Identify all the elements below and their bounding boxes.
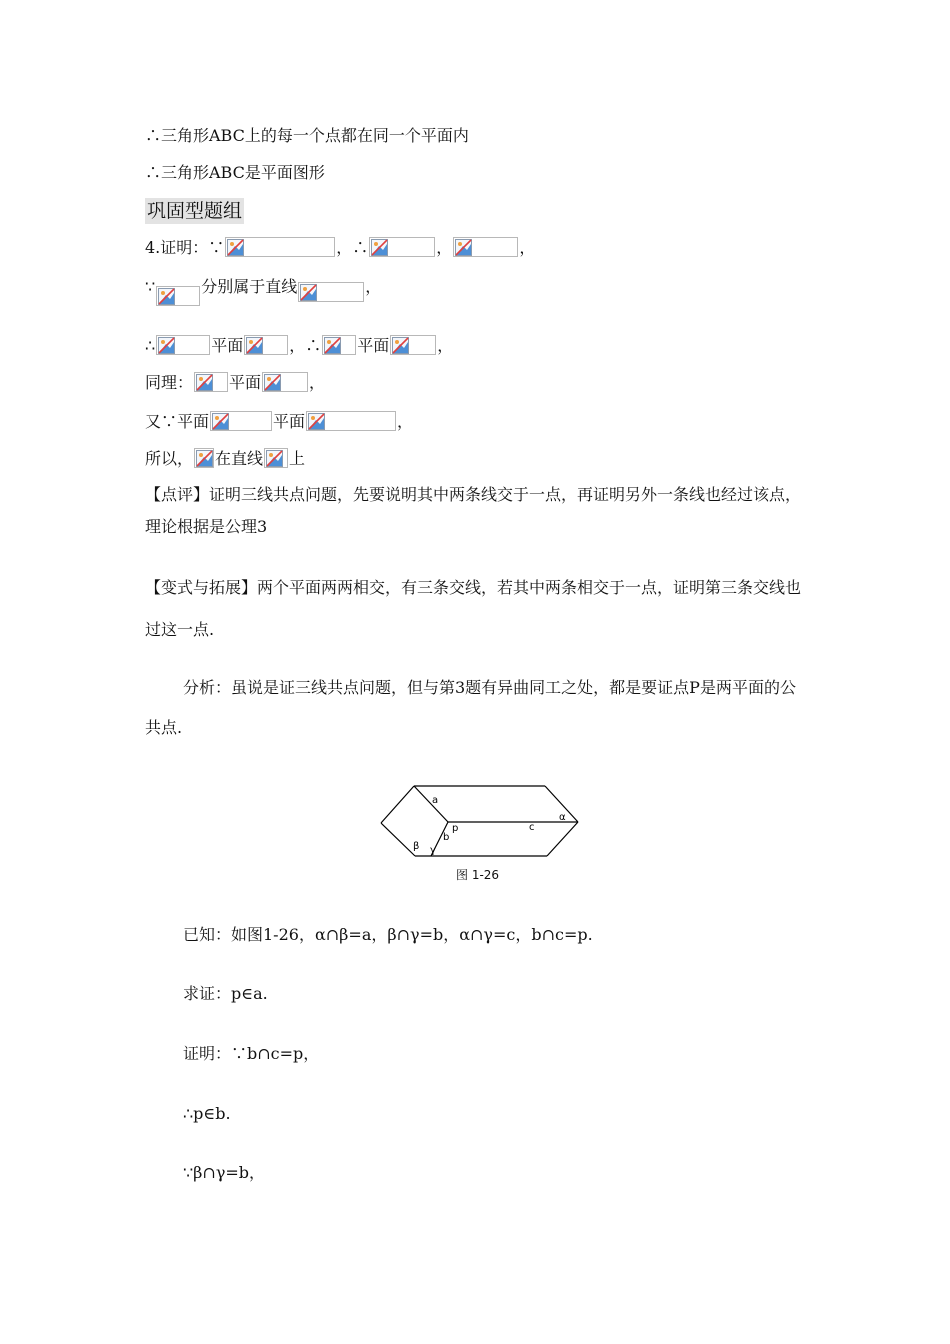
- proof-text: 所以，: [145, 449, 194, 468]
- formula-image: [262, 372, 308, 392]
- proof-text: ，∴: [289, 336, 322, 355]
- broken-image-icon: [158, 337, 175, 354]
- proof-text: ，: [365, 277, 382, 296]
- formula-image: [264, 448, 288, 468]
- broken-image-icon: [371, 239, 388, 256]
- proof-text: 上: [289, 449, 306, 468]
- formula-image: [156, 335, 210, 355]
- formula-image: [390, 335, 436, 355]
- formula-image: [194, 448, 214, 468]
- proof-text: 又∵平面: [145, 412, 210, 431]
- broken-image-icon: [196, 374, 213, 391]
- broken-image-icon: [308, 413, 325, 430]
- broken-image-icon: [455, 239, 472, 256]
- proof-text: ∴: [145, 336, 156, 355]
- figure-caption: 图 1-26: [456, 868, 500, 882]
- broken-image-icon: [324, 337, 341, 354]
- formula-image: [244, 335, 288, 355]
- proof-text: ∵: [145, 277, 156, 296]
- formula-image: [453, 237, 518, 257]
- formula-image: [369, 237, 435, 257]
- proof-step-2: ∴p∈b.: [183, 1104, 231, 1123]
- broken-image-icon: [196, 450, 213, 467]
- prove-line: 求证：p∈a.: [183, 984, 268, 1003]
- analysis-paragraph: 分析：虽说是证三线共点问题，但与第3题有异曲同工之处，都是要证点P是两平面的公共点.: [145, 678, 796, 737]
- proof-text: ，: [309, 373, 326, 392]
- proof-text: ，: [397, 412, 414, 431]
- formula-image: [210, 411, 272, 431]
- proof4-row-1: [145, 237, 535, 259]
- proof-text: 4.证明：∵: [145, 238, 225, 257]
- section-heading: 巩固型题组: [147, 200, 243, 222]
- broken-image-icon: [158, 288, 175, 305]
- formula-image: [194, 372, 228, 392]
- comment-paragraph: 【点评】证明三线共点问题，先要说明其中两条线交于一点，再证明另外一条线也经过该点，理论根据是公理3: [145, 485, 802, 536]
- proof-text: 平面: [211, 336, 244, 355]
- conclusion-line-1: ∴三角形ABC上的每一个点都在同一个平面内: [145, 126, 469, 145]
- label-p: p: [452, 823, 459, 834]
- broken-image-icon: [264, 374, 281, 391]
- label-a: a: [432, 795, 439, 806]
- proof-text: 分别属于直线: [201, 277, 298, 296]
- label-beta: β: [413, 841, 420, 852]
- proof4-row-4: [145, 372, 325, 394]
- proof4-row-5: [145, 411, 413, 433]
- proof-text: ，: [519, 238, 536, 257]
- proof-text: ，: [436, 238, 453, 257]
- proof-text: 同理：: [145, 373, 194, 392]
- formula-image: [225, 237, 335, 257]
- label-b: b: [443, 832, 450, 843]
- proof4-row-6: [145, 448, 305, 470]
- formula-image: [156, 286, 200, 306]
- proof-text: 平面: [357, 336, 390, 355]
- proof4-row-2: [145, 276, 381, 306]
- proof-step-1: 证明：∵b∩c=p，: [183, 1044, 320, 1063]
- given-line: 已知：如图1-26，α∩β=a，β∩γ=b，α∩γ=c，b∩c=p.: [183, 925, 593, 944]
- extension-paragraph: 【变式与拓展】两个平面两两相交，有三条交线，若其中两条相交于一点，证明第三条交线也过这一点.: [145, 578, 802, 639]
- broken-image-icon: [246, 337, 263, 354]
- label-gamma: γ: [430, 845, 436, 856]
- broken-image-icon: [392, 337, 409, 354]
- proof-text: 平面: [273, 412, 306, 431]
- conclusion-line-2: ∴三角形ABC是平面图形: [145, 163, 325, 182]
- proof4-row-3: [145, 335, 453, 357]
- proof-step-3: ∵β∩γ=b，: [183, 1163, 266, 1182]
- formula-image: [322, 335, 356, 355]
- proof-text: 平面: [229, 373, 262, 392]
- label-alpha: α: [559, 812, 566, 823]
- broken-image-icon: [212, 413, 229, 430]
- proof-text: 在直线: [215, 449, 264, 468]
- formula-image: [298, 282, 364, 302]
- formula-image: [306, 411, 396, 431]
- broken-image-icon: [227, 239, 244, 256]
- broken-image-icon: [300, 284, 317, 301]
- broken-image-icon: [266, 450, 283, 467]
- label-c: c: [529, 822, 535, 833]
- proof-text: ，: [437, 336, 454, 355]
- proof-text: ，∴: [336, 238, 369, 257]
